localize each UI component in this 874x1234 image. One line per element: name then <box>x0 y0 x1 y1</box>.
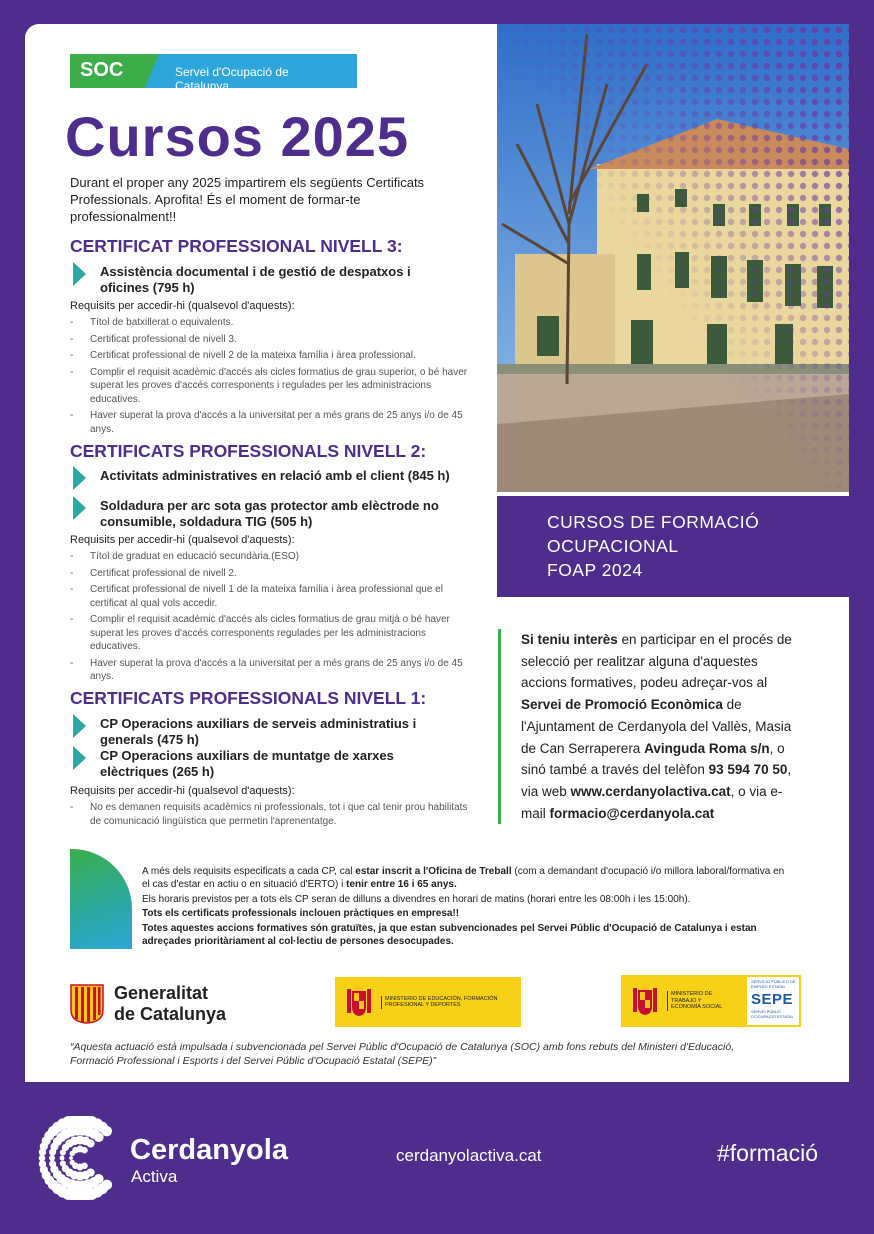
contact-address: Avinguda Roma s/n <box>644 740 770 756</box>
foap-line3: FOAP 2024 <box>547 560 643 580</box>
footer-brand-sub: Activa <box>131 1167 178 1186</box>
level2-heading: CERTIFICATS PROFESSIONALS NIVELL 2: <box>70 441 427 461</box>
requirements-heading: Requisits per accedir-hi (qualsevol d'aquests): <box>70 534 295 546</box>
requirement-item: - Certificat professional de nivell 3. <box>70 333 475 347</box>
contact-website-link[interactable]: www.cerdanyolactiva.cat <box>570 783 731 799</box>
foap-line1: CURSOS DE FORMACIÓ <box>547 512 760 532</box>
arrow-icon <box>73 714 86 738</box>
requirement-item: - Certificat professional de nivell 2 de la mateixa família i àrea professional. <box>70 349 475 363</box>
contact-text: de l'Ajuntament de Cerdanyola del Vallès, Masia de Can Serraperera <box>521 697 792 756</box>
intro-text: Durant el proper any 2025 impartirem els següents Certificats Professionals. Aprofita! És el moment de formar-te professionalment!! <box>70 175 425 224</box>
building-photo <box>497 24 849 492</box>
soc-logo <box>70 54 357 93</box>
requirement-item: - Haver superat la prova d'accés a la universitat per a més grans de 25 anys i/o de 45 anys. <box>70 657 475 684</box>
course-title: CP Operacions auxiliars de serveis administratius i generals (475 h) <box>100 716 417 747</box>
notice-practices: Tots els certificats professionals inclouen pràctiques en empresa!! <box>142 908 460 920</box>
requirements-list <box>70 316 475 439</box>
sepe-bottom-text: SERVEI PÚBLIC D'OCUPACIÓ ESTATAL <box>751 1009 794 1019</box>
notice-part: estar inscrit a l'Oficina de Treball <box>355 866 512 877</box>
page-title: Cursos 2025 <box>65 105 410 168</box>
contact-text: en participar en el procés de selecció per realitzar alguna d'aquestes accions formatives, podeu adreçar-vos al <box>521 632 792 691</box>
foap-line2: OCUPACIONAL <box>547 536 679 556</box>
ministry-education-name: MINISTERIO DE EDUCACIÓN, FORMACIÓN PROFESIONAL Y DEPORTES <box>381 996 521 1009</box>
requirements-list <box>70 801 475 831</box>
generalitat-line2: de Catalunya <box>114 1004 227 1024</box>
requirement-item: - Haver superat la prova d'accés a la universitat per a més grans de 25 anys i/o de 45 anys. <box>70 409 475 436</box>
course-item <box>73 498 460 530</box>
requirements-heading: Requisits per accedir-hi (qualsevol d'aquests): <box>70 300 295 312</box>
ministry-education-logo <box>335 977 521 1027</box>
notice-schedule: Els horaris previstos per a tots els CP seran de dilluns a divendres en horari de matins (horari entre les 08:00h i les 15:00h). <box>142 893 691 905</box>
sepe-name: SEPE <box>751 991 794 1008</box>
notice-part: A més dels requisits especificats a cada CP, cal <box>142 866 356 877</box>
notice-free: Totes aquestes accions formatives són gratuïtes, ja que estan subvencionades pel Servei Públic d'Ocupació de Catalunya i estan adreçades prioritàriament al col·lectiu de persones desocupades. <box>142 922 757 948</box>
generalitat-logo <box>70 983 226 1025</box>
level3-heading: CERTIFICAT PROFESSIONAL NIVELL 3: <box>70 236 403 256</box>
requirement-item: - Complir el requisit acadèmic d'accés als cicles formatius de grau mitjà o bé haver superat les proves d'accés corresponents regulades per les administracions educatives. <box>70 613 475 654</box>
spain-coat-of-arms-icon <box>345 985 373 1019</box>
sepe-top-text: SERVICIO PÚBLICO DE EMPLEO ESTATAL <box>751 979 796 989</box>
soc-name: Servei d'Ocupació de Catalunya <box>145 54 357 88</box>
funding-quote: “Aquesta actuació està impulsada i subvencionada pel Servei Públic d'Ocupació de Catalunya (SOC) amb fons rebuts del Ministeri d'Educació, Formació Professional i Esports i del Servei Públic d'Ocupació Estatal (SEPE)” <box>70 1041 735 1067</box>
contact-phone[interactable]: 93 594 70 50 <box>708 762 788 778</box>
generalitat-name <box>114 983 226 1025</box>
requirement-item: - Certificat professional de nivell 1 de la mateixa família i àrea professional que el certificat al qual vols accedir. <box>70 583 475 610</box>
level1-heading: CERTIFICATS PROFESSIONALS NIVELL 1: <box>70 688 427 708</box>
soc-abbr: SOC <box>70 54 145 88</box>
requirement-item: - Complir el requisit acadèmic d'accés als cicles formatius de grau superior, o bé haver superat les proves d'accés corresponents i regulades per les administracions educatives. <box>70 366 475 407</box>
contact-text: , o via e-mail <box>521 783 783 821</box>
course-item <box>73 748 460 780</box>
footer-url-link[interactable]: cerdanyolactiva.cat <box>396 1146 542 1165</box>
notice-part: (com a demandant d'ocupació i/o millora laboral/formativa en el cas d'estar en actiu o en situació d'ERTO) i <box>142 866 785 891</box>
arrow-icon <box>73 466 86 490</box>
notice-text <box>142 865 792 949</box>
course-title: Soldadura per arc sota gas protector amb elèctrode no consumible, soldadura TIG (505 h) <box>100 498 439 529</box>
contact-email-link[interactable]: formacio@cerdanyola.cat <box>549 805 715 821</box>
poster-card <box>25 24 849 1082</box>
course-title: Activitats administratives en relació amb el client (845 h) <box>100 468 450 483</box>
contact-highlight: Servei de Promoció Econòmica <box>521 697 723 713</box>
contact-info <box>498 629 798 824</box>
requirement-item: - No es demanen requisits acadèmics ni professionals, tot i que cal tenir prou habilitats de comunicació lingüística que permetin l'aprenentatge. <box>70 801 475 828</box>
sepe-logo <box>747 977 799 1025</box>
notice-decoration <box>70 849 132 949</box>
requirements-heading: Requisits per accedir-hi (qualsevol d'aquests): <box>70 785 295 797</box>
requirement-item: - Certificat professional de nivell 2. <box>70 567 475 581</box>
spain-coat-of-arms-icon <box>631 984 659 1018</box>
requirement-item: - Títol de graduat en educació secundària.(ESO) <box>70 550 475 564</box>
ministry-labour-name: MINISTERIO DE TRABAJO Y ECONOMÍA SOCIAL <box>667 991 729 1011</box>
contact-text: , o sinó també a través del telèfon <box>521 740 785 778</box>
generalitat-emblem-icon <box>70 984 104 1024</box>
cerdanyola-dots-icon <box>38 1116 122 1205</box>
arrow-icon <box>73 496 86 520</box>
notice-part: tenir entre 16 i 65 anys. <box>346 879 457 891</box>
ministry-labour-logo <box>621 975 801 1027</box>
arrow-icon <box>73 746 86 770</box>
contact-text: , via web <box>521 762 792 799</box>
generalitat-line1: Generalitat <box>114 983 209 1003</box>
contact-highlight: Si teniu interès <box>521 632 618 647</box>
course-title: CP Operacions auxiliars de muntatge de xarxes elèctriques (265 h) <box>100 748 394 779</box>
footer-hashtag: #formació <box>717 1140 818 1166</box>
course-item <box>73 716 460 748</box>
arrow-icon <box>73 262 86 286</box>
foap-box <box>497 496 849 597</box>
course-title: Assistència documental i de gestió de despatxos i oficines (795 h) <box>100 264 411 295</box>
footer-brand: Cerdanyola <box>130 1134 288 1166</box>
requirement-item: - Títol de batxillerat o equivalents. <box>70 316 475 330</box>
requirements-list <box>70 550 475 687</box>
course-item <box>73 468 460 490</box>
course-item <box>73 264 460 296</box>
